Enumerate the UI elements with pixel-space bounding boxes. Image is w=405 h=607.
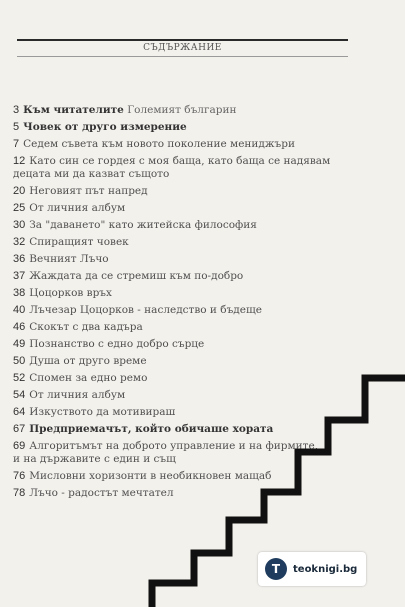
toc-page-number: 40	[13, 304, 26, 316]
toc-title: Скокът с два кадъра	[29, 321, 143, 333]
toc-title: Предприемачът, който обичаше хората	[29, 423, 274, 435]
toc-title: Човек от друго измерение	[23, 121, 187, 133]
toc-entry	[13, 253, 343, 266]
table-of-contents	[13, 104, 343, 504]
toc-title: Изкуството да мотивираш	[29, 406, 176, 418]
toc-title: Спиращият човек	[29, 236, 129, 248]
toc-page-number: 12	[13, 155, 26, 167]
toc-title: Алгоритъмът на доброто управление и на фирмите,	[29, 440, 319, 452]
toc-page-number: 38	[13, 287, 26, 299]
toc-title: От личния албум	[29, 389, 126, 401]
toc-title: Жаждата да се стремиш към по-добро	[29, 270, 244, 282]
toc-entry	[13, 138, 343, 151]
toc-title: От личния албум	[29, 202, 126, 214]
toc-entry	[13, 406, 343, 419]
toc-title: Лъчо - радостът мечтател	[29, 487, 174, 499]
toc-entry	[13, 338, 343, 351]
toc-entry	[13, 321, 343, 334]
toc-subtitle: Големият българин	[127, 104, 237, 116]
toc-title: Седем съвета към новото поколение мениджъри	[23, 138, 295, 150]
toc-page-number: 32	[13, 236, 26, 248]
toc-page-number: 25	[13, 202, 26, 214]
toc-entry	[13, 355, 343, 368]
toc-title: Като син се гордея с моя баща, като баща се надявам	[29, 155, 331, 167]
toc-page-number: 64	[13, 406, 26, 418]
logo-text: teoknigi.bg	[293, 563, 358, 575]
toc-title-continued: децата ми да казват същото	[13, 168, 170, 180]
page-heading: СЪДЪРЖАНИЕ	[143, 43, 222, 53]
toc-title: Лъчезар Цоцорков - наследство и бъдеще	[29, 304, 262, 316]
toc-title: Мисловни хоризонти в необикновен мащаб	[29, 470, 272, 482]
toc-page-number: 5	[13, 121, 20, 133]
toc-page-number: 76	[13, 470, 26, 482]
toc-page-number: 49	[13, 338, 26, 350]
header-rule-thick	[17, 39, 348, 41]
toc-page-number: 46	[13, 321, 26, 333]
toc-title: Душа от друго време	[29, 355, 147, 367]
toc-entry	[13, 236, 343, 249]
toc-entry	[13, 389, 343, 402]
toc-page-number: 67	[13, 423, 26, 435]
toc-entry	[13, 104, 343, 117]
toc-entry	[13, 423, 343, 436]
toc-title: Към читателите	[23, 104, 124, 116]
toc-entry	[13, 470, 343, 483]
header-rule-thin	[17, 56, 348, 57]
toc-entry	[13, 202, 343, 215]
toc-page-number: 52	[13, 372, 26, 384]
toc-entry	[13, 487, 343, 500]
toc-title-continued: и на държавите с един и същ	[13, 453, 176, 465]
toc-page-number: 78	[13, 487, 26, 499]
toc-title: За "даването" като житейска философия	[29, 219, 257, 231]
toc-title: Неговият път напред	[29, 185, 148, 197]
toc-entry	[13, 372, 343, 385]
toc-entry	[13, 440, 343, 466]
toc-title: Спомен за едно ремо	[29, 372, 148, 384]
toc-title: Познанство с едно добро сърце	[29, 338, 205, 350]
toc-page-number: 20	[13, 185, 26, 197]
toc-page-number: 30	[13, 219, 26, 231]
book-logo-icon: T	[265, 558, 287, 580]
toc-page-number: 37	[13, 270, 26, 282]
toc-entry	[13, 185, 343, 198]
toc-entry	[13, 270, 343, 283]
toc-page-number: 69	[13, 440, 26, 452]
toc-entry	[13, 304, 343, 317]
toc-page-number: 50	[13, 355, 26, 367]
toc-entry	[13, 287, 343, 300]
toc-page-number: 54	[13, 389, 26, 401]
toc-entry	[13, 121, 343, 134]
teoknigi-logo	[258, 552, 366, 586]
toc-entry	[13, 155, 343, 181]
toc-title: Вечният Лъчо	[29, 253, 109, 265]
toc-entry	[13, 219, 343, 232]
toc-title: Цоцорков връх	[29, 287, 112, 299]
toc-page-number: 36	[13, 253, 26, 265]
toc-page-number: 3	[13, 104, 20, 116]
toc-page-number: 7	[13, 138, 20, 150]
